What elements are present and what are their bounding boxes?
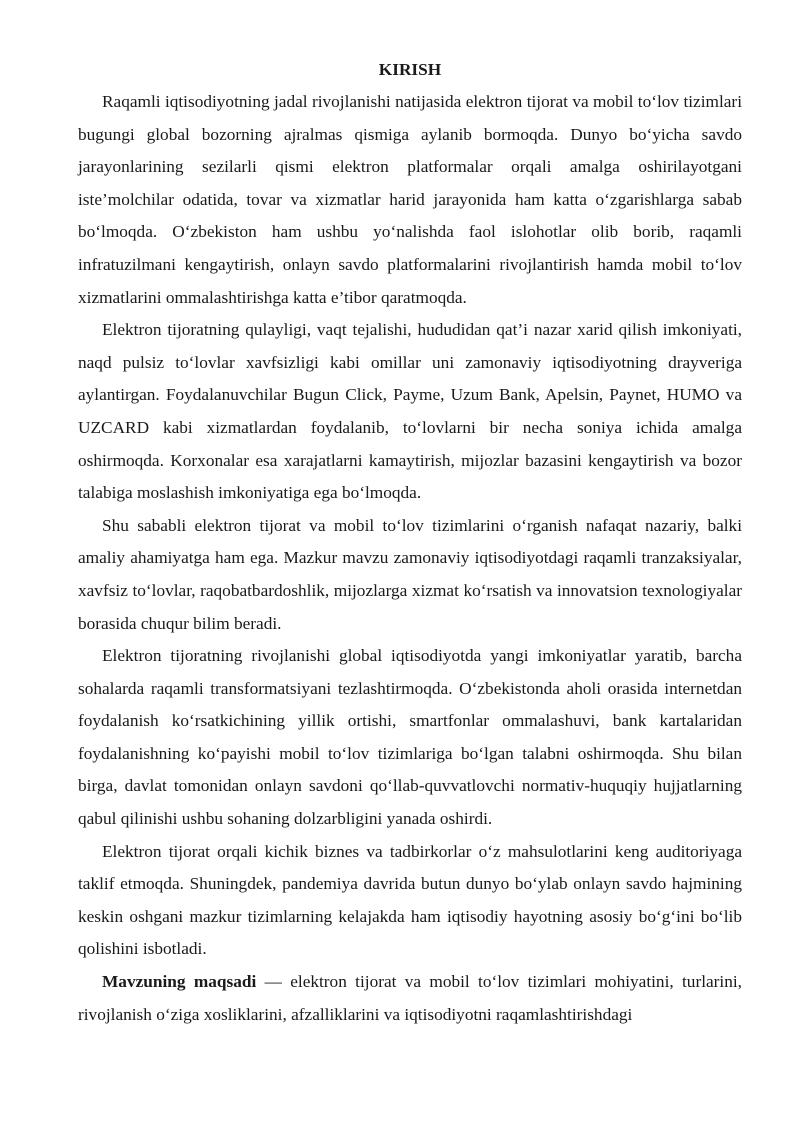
purpose-text: — elektron tijorat va mobil to‘lov tizimlari mohiyatini, turlarini, rivojlanish o‘ziga xosliklarini, afzalliklarini va iqtisodiyotni raqamlashtirishdagi [78, 972, 742, 1024]
paragraph-advantages: Elektron tijoratning qulayligi, vaqt tejalishi, hududidan qat’i nazar xarid qilish imkoniyati, naqd pulsiz to‘lovlar xavfsizligi kabi omillar uni zamonaviy iqtisodiyotning drayveriga aylantirgan. Foydalanuvchilar Bugun Click, Payme, Uzum Bank, Apelsin, Paynet, HUMO va UZCARD kabi xizmatlardan foydalanib, to‘lovlarni bir necha soniya ichida amalga oshirmoqda. Korxonalar esa xarajatlarni kamaytirish, mijozlar bazasini kengaytirish va bozor talabiga moslashish imkoniyatiga ega bo‘lmoqda. [78, 320, 742, 503]
paragraph-small-business: Elektron tijorat orqali kichik biznes va tadbirkorlar o‘z mahsulotlarini keng auditoriyaga taklif etmoqda. Shuningdek, pandemiya davrida butun dunyo bo‘ylab onlayn savdo hajmining keskin oshgani mazkur tizimlarning kelajakda ham iqtisodiy hayotning asosiy bo‘g‘ini bo‘lib qolishini isbotladi. [78, 841, 742, 959]
paragraph-global-development: Elektron tijoratning rivojlanishi global iqtisodiyotda yangi imkoniyatlar yaratib, barcha sohalarda raqamli transformatsiyani tezlashtirmoqda. O‘zbekistonda aholi orasida internetdan foydalanish ko‘rsatkichining yillik ortishi, smartfonlar ommalashuvi, bank kartalaridan foydalanishning ko‘payishi mobil to‘lov tizimlariga bo‘lgan talabni oshirmoqda. Shu bilan birga, davlat tomonidan onlayn savdoni qo‘llab-quvvatlovchi normativ-huquqiy hujjatlarning qabul qilinishi ushbu sohaning dolzarbligini yanada oshirdi. [78, 646, 742, 829]
section-title: KIRISH [378, 60, 442, 79]
document-page [78, 54, 742, 1031]
paragraph-importance: Shu sababli elektron tijorat va mobil to‘lov tizimlarini o‘rganish nafaqat nazariy, balki amaliy ahamiyatga ham ega. Mazkur mavzu zamonaviy iqtisodiyotdagi raqamli tranzaksiyalar, xavfsiz to‘lovlar, raqobatbardoshlik, mijozlarga xizmat ko‘rsatish va innovatsion texnologiyalar borasida chuqur bilim beradi. [78, 515, 742, 633]
paragraph-purpose [78, 966, 742, 1031]
purpose-lead: Mavzuning maqsadi [102, 972, 257, 992]
paragraph-intro: Raqamli iqtisodiyotning jadal rivojlanishi natijasida elektron tijorat va mobil to‘lov tizimlari bugungi global bozorning ajralmas qismiga aylanib bormoqda. Dunyo bo‘yicha savdo jarayonlarining sezilarli qismi elektron platformalar orqali amalga oshirilayotgani iste’molchilar odatida, tovar va xizmatlar harid jarayonida ham katta o‘zgarishlarga sabab bo‘lmoqda. O‘zbekiston ham ushbu yo‘nalishda faol islohotlar olib borib, raqamli infratuzilmani kengaytirish, onlayn savdo platformalarini rivojlantirish hamda mobil to‘lov xizmatlarini ommalashtirishga katta e’tibor qaratmoqda. [78, 92, 742, 307]
